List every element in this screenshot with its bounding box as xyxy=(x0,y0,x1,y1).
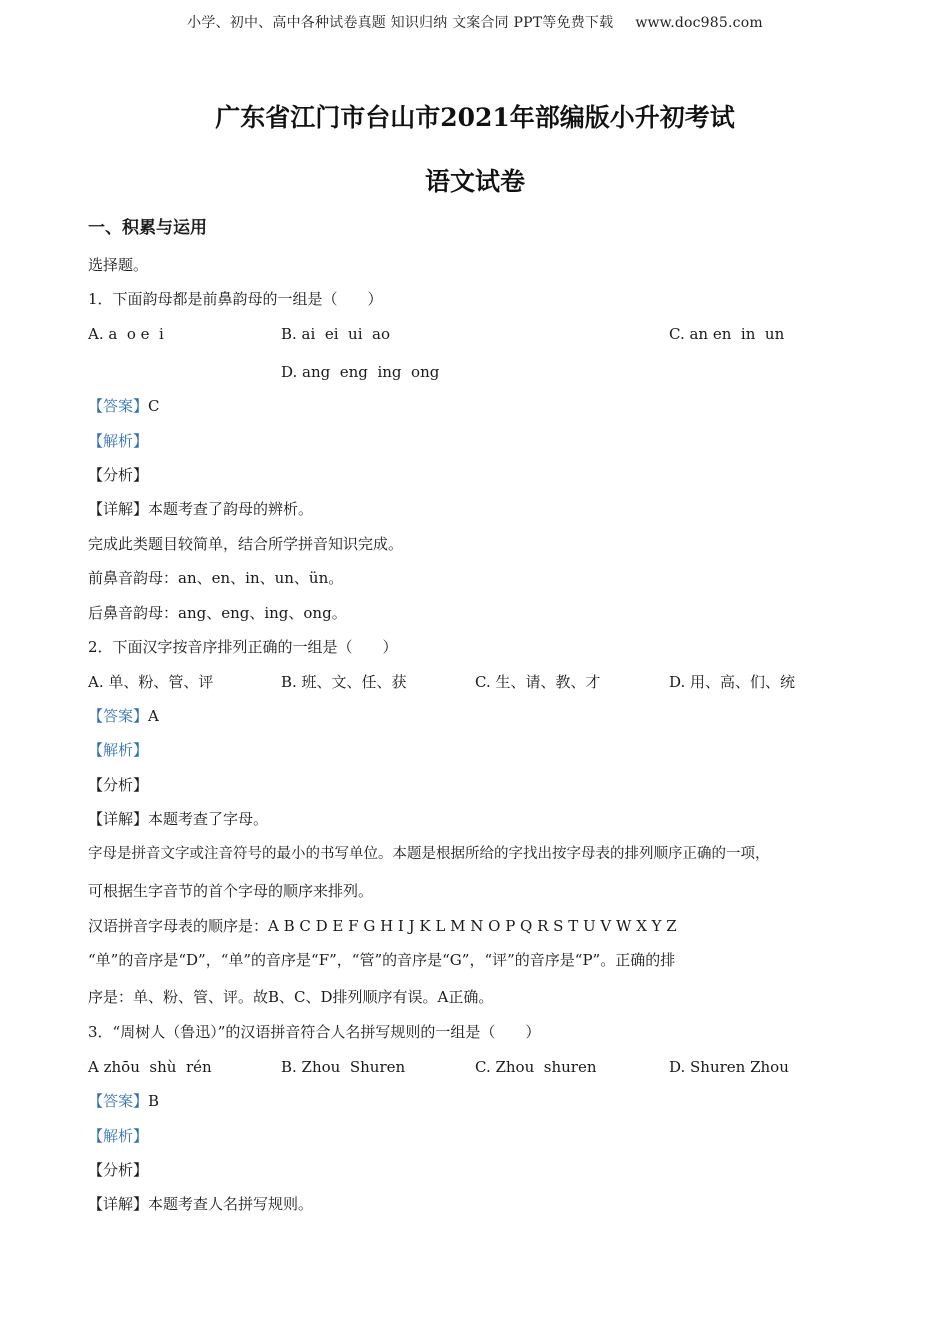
q3-option-c: C. Zhou shuren xyxy=(475,1058,597,1076)
answer-value: C xyxy=(148,397,160,415)
q3-fenxi-tag: 【分析】 xyxy=(88,1161,149,1179)
q3-analysis-tag: 【解析】 xyxy=(88,1127,149,1145)
q3-answer xyxy=(88,1091,159,1111)
detail-tag: 【详解】 xyxy=(88,1195,149,1213)
q2-para2-b: 序是：单、粉、管、评。故B、C、D排列顺序有误。A正确。 xyxy=(88,988,494,1006)
page-header xyxy=(0,12,950,32)
q1-line-1: 完成此类题目较简单，结合所学拼音知识完成。 xyxy=(88,535,404,553)
q1-analysis-tag: 【解析】 xyxy=(88,432,149,450)
q3-option-a: A zhōu shù rén xyxy=(88,1058,212,1076)
q1-option-b: B. ai ei ui ao xyxy=(281,325,391,343)
q3-detail xyxy=(88,1194,313,1214)
q2-option-b: B. 班、文、任、获 xyxy=(281,673,407,691)
q1-line-3: 后鼻音韵母：ang、eng、ing、ong。 xyxy=(88,604,347,622)
answer-value: B xyxy=(148,1092,160,1110)
detail-tag: 【详解】 xyxy=(88,810,149,828)
header-text: 小学、初中、高中各种试卷真题 知识归纳 文案合同 PPT等免费下载 xyxy=(187,15,614,31)
q2-detail xyxy=(88,809,268,829)
q2-stem: 2．下面汉字按音序排列正确的一组是（ ） xyxy=(88,638,398,656)
section-heading: 一、积累与运用 xyxy=(88,218,207,238)
q2-analysis-tag: 【解析】 xyxy=(88,741,149,759)
q2-para1-a: 字母是拼音文字或注音符号的最小的书写单位。本题是根据所给的字找出按字母表的排列顺序正确的一项， xyxy=(88,846,770,862)
q2-option-c: C. 生、请、教、才 xyxy=(475,673,601,691)
q2-option-a: A. 单、粉、管、评 xyxy=(88,673,214,691)
q2-option-d: D. 用、高、们、统 xyxy=(669,673,796,691)
intro-text: 选择题。 xyxy=(88,256,149,274)
q2-alphabet: 汉语拼音字母表的顺序是：A B C D E F G H I J K L M N O P Q R S T U V W X Y Z xyxy=(88,917,677,935)
q2-answer xyxy=(88,706,159,726)
q1-line-2: 前鼻音韵母：an、en、in、un、ün。 xyxy=(88,569,344,587)
q3-option-b: B. Zhou Shuren xyxy=(281,1058,406,1076)
detail-text: 本题考查了韵母的辨析。 xyxy=(148,500,314,518)
q3-stem: 3．“周树人（鲁迅）”的汉语拼音符合人名拼写规则的一组是（ ） xyxy=(88,1023,541,1041)
q2-para2-a: “单”的音序是“D”，“单”的音序是“F”，“管”的音序是“G”，“评”的音序是“P”。正确的排 xyxy=(88,951,676,969)
q1-fenxi-tag: 【分析】 xyxy=(88,466,149,484)
q1-stem: 1．下面韵母都是前鼻韵母的一组是（ ） xyxy=(88,290,383,308)
detail-text: 本题考查人名拼写规则。 xyxy=(148,1195,314,1213)
q2-para1-b: 可根据生字音节的首个字母的顺序来排列。 xyxy=(88,882,374,900)
q2-fenxi-tag: 【分析】 xyxy=(88,776,149,794)
document-subtitle: 语文试卷 xyxy=(424,167,525,196)
answer-tag: 【答案】 xyxy=(88,707,149,725)
detail-tag: 【详解】 xyxy=(88,500,149,518)
q1-answer xyxy=(88,396,160,416)
q1-option-a: A. a o e i xyxy=(88,325,164,343)
q1-option-d: D. ang eng ing ong xyxy=(281,363,440,381)
document-title: 广东省江门市台山市2021年部编版小升初考试 xyxy=(215,103,735,132)
detail-text: 本题考查了字母。 xyxy=(148,810,269,828)
answer-value: A xyxy=(148,707,159,725)
answer-tag: 【答案】 xyxy=(88,1092,149,1110)
answer-tag: 【答案】 xyxy=(88,397,149,415)
q3-option-d: D. Shuren Zhou xyxy=(669,1058,789,1076)
q1-detail xyxy=(88,499,313,519)
header-site: www.doc985.com xyxy=(635,15,763,31)
q1-option-c: C. an en in un xyxy=(669,325,785,343)
